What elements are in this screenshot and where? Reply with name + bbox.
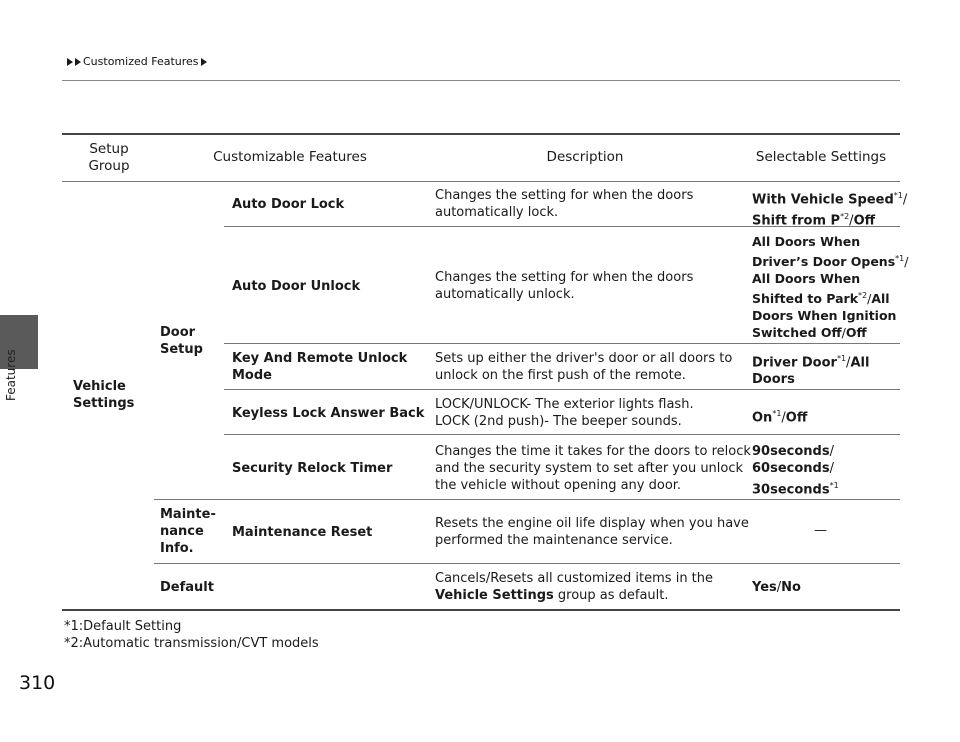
feature-security-relock-timer: Security Relock Timer <box>232 461 393 476</box>
settings-keyless-lock-answer-back <box>752 405 807 426</box>
feature-keyless-lock-answer-back: Keyless Lock Answer Back <box>232 406 425 421</box>
description-line: LOCK/UNLOCK- The exterior lights flash. <box>435 397 694 412</box>
settings-maintenance-reset: — <box>814 523 827 538</box>
description-line: performed the maintenance service. <box>435 533 673 548</box>
header-rule <box>62 80 900 81</box>
row-rule <box>154 563 900 564</box>
settings-default <box>752 579 801 596</box>
setting-option: 60seconds <box>752 461 830 476</box>
subgroup-label-line1: Door <box>160 325 196 340</box>
footnote-mark: *2 <box>858 291 868 301</box>
settings-key-remote-unlock-mode <box>752 350 869 388</box>
setting-option: Off <box>785 410 808 426</box>
separator: / <box>849 213 854 229</box>
setting-option: All <box>850 355 870 371</box>
footnote-mark: *1 <box>829 481 839 490</box>
group-label-line1: Vehicle <box>73 379 126 394</box>
feature-key-remote-unlock-mode <box>232 350 407 384</box>
description-security-relock-timer <box>435 443 751 494</box>
group-vehicle-settings <box>73 378 134 412</box>
row-rule <box>224 389 900 390</box>
settings-line <box>752 324 908 341</box>
triangle-right-icon <box>67 58 73 66</box>
separator: / <box>841 325 846 341</box>
header-customizable-features: Customizable Features <box>213 149 367 165</box>
description-auto-door-lock <box>435 187 693 221</box>
feature-line: Key And Remote Unlock <box>232 351 408 366</box>
separator: / <box>904 254 909 270</box>
footnotes <box>64 618 319 652</box>
settings-auto-door-unlock <box>752 233 908 341</box>
setting-option: Switched Off <box>752 325 842 341</box>
group-label-line2: Settings <box>73 396 135 411</box>
settings-line <box>752 460 839 477</box>
footnote-transmission-models: *2:Automatic transmission/CVT models <box>64 636 319 651</box>
setting-option: All <box>871 291 890 307</box>
feature-line: Mode <box>232 368 272 383</box>
subgroup-label-line2: nance <box>160 524 204 539</box>
triangle-right-icon <box>201 58 207 66</box>
header-description: Description <box>546 149 624 165</box>
footnote-mark: *2 <box>840 212 850 222</box>
separator: / <box>846 355 851 371</box>
header-setup-group-line2: Group <box>88 158 130 174</box>
feature-maintenance-reset: Maintenance Reset <box>232 525 373 540</box>
separator: / <box>867 291 872 307</box>
header-selectable-settings: Selectable Settings <box>755 149 887 165</box>
description-line: Changes the setting for when the doors <box>435 188 694 203</box>
page-number: 310 <box>19 672 56 694</box>
subgroup-label-line1: Mainte- <box>160 507 216 522</box>
row-rule <box>154 499 900 500</box>
setting-option: With Vehicle Speed <box>752 192 894 208</box>
subgroup-label-line2: Setup <box>160 342 203 357</box>
settings-line <box>752 250 908 270</box>
separator: / <box>902 192 908 208</box>
separator: / <box>829 444 834 459</box>
separator: / <box>781 410 786 426</box>
setting-option: All Doors When <box>752 271 861 287</box>
settings-line <box>752 208 907 229</box>
description-line: LOCK (2nd push)- The beeper sounds. <box>435 414 682 429</box>
setting-option: Shifted to Park <box>752 291 859 307</box>
description-line: the vehicle without opening any door. <box>435 478 682 493</box>
breadcrumb-link[interactable]: Customized Features <box>83 55 199 68</box>
setting-option: Shift from P <box>752 213 841 229</box>
description-auto-door-unlock <box>435 269 693 303</box>
section-tab-label: Features <box>4 349 18 401</box>
description-line: automatically unlock. <box>435 287 575 302</box>
description-line: Resets the engine oil life display when you have <box>435 516 749 531</box>
footnote-mark: *1 <box>772 409 782 418</box>
description-line <box>435 587 713 604</box>
header-setup-group-line1: Setup <box>89 141 129 157</box>
row-rule <box>224 434 900 435</box>
subgroup-default: Default <box>160 580 214 595</box>
separator: / <box>776 580 782 595</box>
description-line: automatically lock. <box>435 205 559 220</box>
settings-security-relock-timer <box>752 443 839 498</box>
footnote-default-setting: *1:Default Setting <box>64 619 182 634</box>
setting-option: 30seconds <box>752 482 830 498</box>
settings-line <box>752 187 907 208</box>
settings-line <box>752 443 839 460</box>
description-default <box>435 570 713 604</box>
description-line: and the security system to set after you unlock <box>435 461 744 476</box>
description-line: Changes the setting for when the doors <box>435 270 694 285</box>
setting-option: Driver’s Door Opens <box>752 254 896 270</box>
description-text: group as default. <box>553 588 669 603</box>
description-bold-term: Vehicle Settings <box>435 588 554 603</box>
footnote-mark: *1 <box>836 354 847 363</box>
description-line: Changes the time it takes for the doors to relock <box>435 444 751 459</box>
setting-option: Doors <box>752 372 795 388</box>
setting-option: Yes <box>752 580 777 595</box>
separator: / <box>829 461 834 476</box>
settings-line <box>752 287 908 307</box>
subgroup-door-setup <box>160 324 203 358</box>
subgroup-label-line3: Info. <box>160 541 194 556</box>
settings-line <box>752 350 869 371</box>
feature-auto-door-lock: Auto Door Lock <box>232 197 345 212</box>
subgroup-maintenance-info <box>160 506 216 557</box>
table-header-rule <box>62 181 900 182</box>
setting-option: All Doors When <box>752 234 861 249</box>
setting-option: No <box>781 580 801 595</box>
description-maintenance-reset <box>435 515 749 549</box>
description-keyless-lock-answer-back <box>435 396 694 430</box>
setting-option: Off <box>845 325 867 341</box>
settings-auto-door-lock <box>752 187 907 230</box>
description-line: Cancels/Resets all customized items in the <box>435 571 714 586</box>
breadcrumb <box>67 55 207 68</box>
header-setup-group <box>62 141 156 175</box>
footnote-mark: *1 <box>893 191 903 200</box>
setting-option: Doors When Ignition <box>752 308 897 324</box>
settings-line <box>752 477 839 498</box>
row-rule <box>224 343 900 344</box>
table-bottom-rule <box>62 609 900 611</box>
setting-option: On <box>752 410 773 426</box>
setting-option: Driver Door <box>752 355 837 371</box>
footnote-mark: *1 <box>895 254 905 263</box>
setting-option: Off <box>853 213 876 229</box>
feature-auto-door-unlock: Auto Door Unlock <box>232 279 361 294</box>
setting-option: 90seconds <box>752 444 830 459</box>
table-top-rule <box>62 133 900 135</box>
triangle-right-icon <box>75 58 81 66</box>
description-line: unlock on the first push of the remote. <box>435 368 686 383</box>
description-line: Sets up either the driver's door or all doors to <box>435 351 733 366</box>
description-key-remote-unlock-mode <box>435 350 732 384</box>
